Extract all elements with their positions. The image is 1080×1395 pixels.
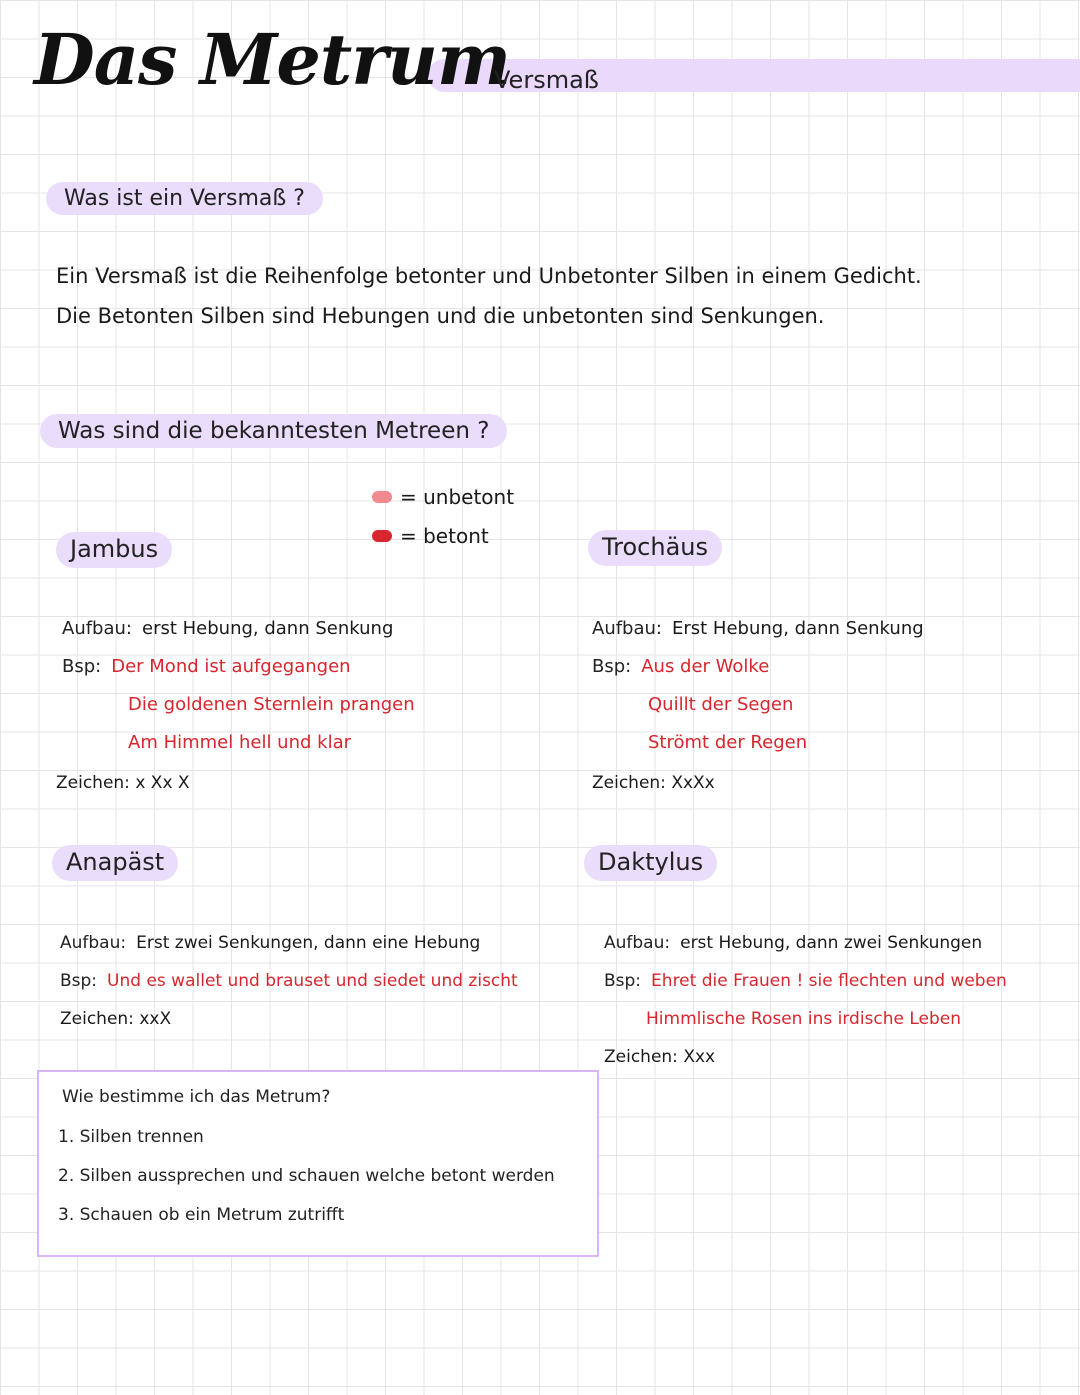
anapaest-aufbau-text: Erst zwei Senkungen, dann eine Hebung	[136, 933, 481, 953]
intro-question: Was ist ein Versmaß ?	[46, 182, 323, 215]
unbetont-marker-icon	[372, 491, 392, 503]
jambus-example-1: Der Mond ist aufgegangen	[111, 656, 351, 677]
trochaeus-aufbau-label: Aufbau:	[592, 618, 662, 639]
trochaeus-bsp-label: Bsp:	[592, 656, 632, 677]
trochaeus-example-2: Quillt der Segen	[648, 694, 794, 715]
daktylus-example-2: Himmlische Rosen ins irdische Leben	[646, 1009, 962, 1029]
trochaeus-zeichen	[592, 764, 715, 802]
trochaeus-heading: Trochäus	[588, 530, 722, 566]
howto-step-1: 1. Silben trennen	[58, 1127, 204, 1147]
trochaeus-example-3: Strömt der Regen	[648, 732, 808, 753]
page-subtitle: Versmaß	[494, 66, 599, 94]
legend-betont	[372, 524, 489, 548]
metren-question: Was sind die bekanntesten Metreen ?	[40, 414, 507, 448]
daktylus-bsp-label: Bsp:	[604, 971, 642, 991]
anapaest-example-1: Und es wallet und brauset und siedet und zischt	[107, 971, 518, 991]
daktylus-zeichen	[604, 1038, 715, 1076]
anapaest-bsp-label: Bsp:	[60, 971, 98, 991]
daktylus-aufbau-text: erst Hebung, dann zwei Senkungen	[680, 933, 983, 953]
anapaest-bsp	[60, 962, 518, 1000]
howto-step-2: 2. Silben aussprechen und schauen welche betont werden	[58, 1166, 555, 1186]
trochaeus-aufbau	[592, 610, 924, 648]
jambus-bsp	[62, 648, 351, 686]
trochaeus-bsp	[592, 648, 769, 686]
anapaest-aufbau-label: Aufbau:	[60, 933, 127, 953]
jambus-example-3: Am Himmel hell und klar	[128, 732, 351, 753]
trochaeus-example-1: Aus der Wolke	[641, 656, 770, 677]
daktylus-aufbau	[604, 924, 982, 962]
jambus-aufbau	[62, 610, 393, 648]
anapaest-heading: Anapäst	[52, 845, 178, 881]
jambus-aufbau-text: erst Hebung, dann Senkung	[142, 618, 394, 639]
trochaeus-zeichen-label: Zeichen:	[592, 773, 666, 793]
jambus-heading: Jambus	[56, 532, 172, 568]
legend-betont-label: = betont	[400, 524, 489, 548]
legend-unbetont-label: = unbetont	[400, 485, 515, 509]
daktylus-bsp	[604, 962, 1007, 1000]
anapaest-aufbau	[60, 924, 480, 962]
jambus-bsp-label: Bsp:	[62, 656, 102, 677]
howto-title: Wie bestimme ich das Metrum?	[62, 1087, 331, 1107]
howto-step-3: 3. Schauen ob ein Metrum zutrifft	[58, 1205, 345, 1225]
betont-marker-icon	[372, 530, 392, 542]
daktylus-aufbau-label: Aufbau:	[604, 933, 671, 953]
anapaest-zeichen-label: Zeichen:	[60, 1009, 134, 1029]
jambus-zeichen-label: Zeichen:	[56, 773, 130, 793]
trochaeus-zeichen-value: XxXx	[671, 773, 715, 793]
jambus-aufbau-label: Aufbau:	[62, 618, 132, 639]
intro-line-1: Ein Versmaß ist die Reihenfolge betonter und Unbetonter Silben in einem Gedicht.	[56, 264, 922, 288]
daktylus-zeichen-label: Zeichen:	[604, 1047, 678, 1067]
jambus-zeichen-value: x Xx X	[135, 773, 190, 793]
anapaest-zeichen-value: xxX	[139, 1009, 172, 1029]
jambus-example-2: Die goldenen Sternlein prangen	[128, 694, 415, 715]
page-title: Das Metrum	[34, 18, 511, 101]
daktylus-heading: Daktylus	[584, 845, 717, 881]
intro-line-2: Die Betonten Silben sind Hebungen und die unbetonten sind Senkungen.	[56, 304, 825, 328]
anapaest-zeichen	[60, 1000, 171, 1038]
daktylus-example-1: Ehret die Frauen ! sie flechten und weben	[651, 971, 1007, 991]
legend-unbetont	[372, 485, 514, 509]
trochaeus-aufbau-text: Erst Hebung, dann Senkung	[672, 618, 924, 639]
daktylus-zeichen-value: Xxx	[683, 1047, 716, 1067]
jambus-zeichen	[56, 764, 190, 802]
